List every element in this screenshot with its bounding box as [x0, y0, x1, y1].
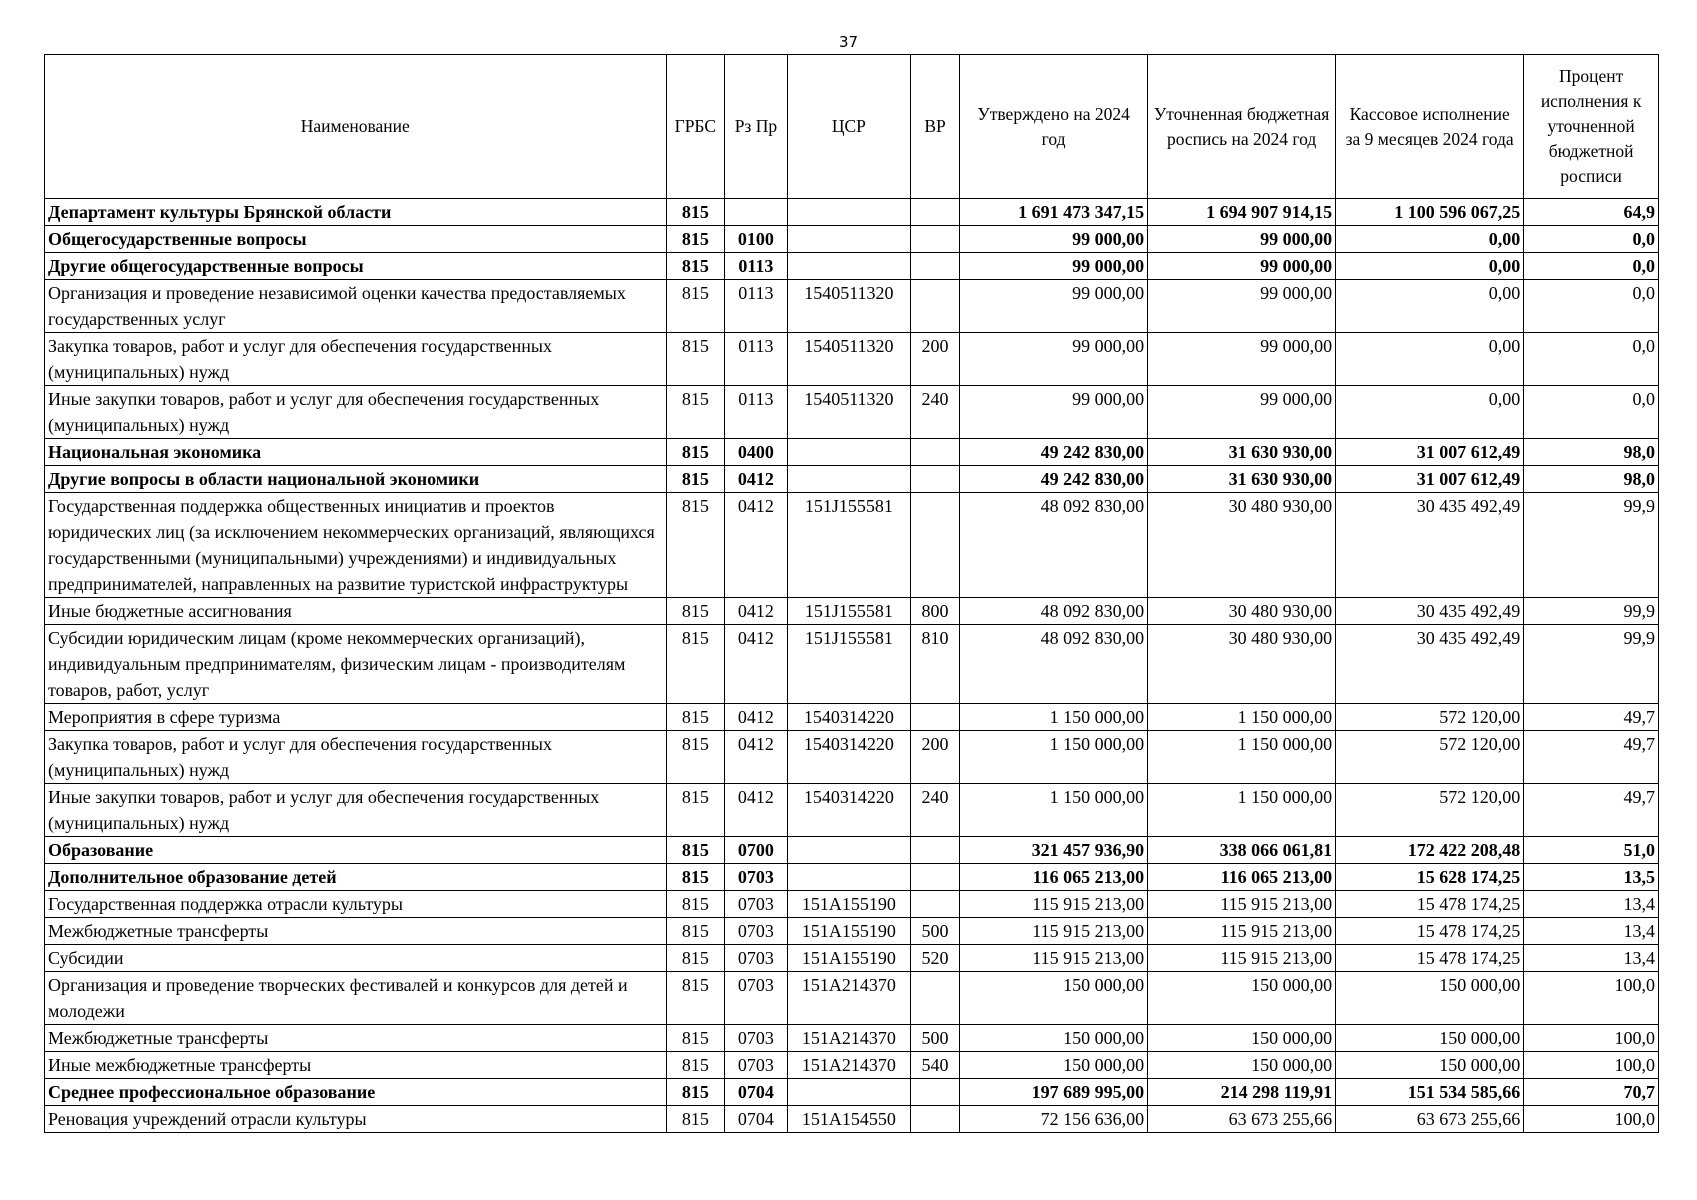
cell-name: Департамент культуры Брянской области — [45, 199, 667, 226]
cell-executed: 1 100 596 067,25 — [1336, 199, 1524, 226]
cell-approved: 150 000,00 — [960, 972, 1148, 1025]
cell-name: Другие вопросы в области национальной экономики — [45, 466, 667, 493]
cell-executed: 30 435 492,49 — [1336, 625, 1524, 704]
table-row — [45, 837, 1659, 864]
table-row — [45, 199, 1659, 226]
table-row — [45, 1052, 1659, 1079]
cell-rzpr: 0113 — [725, 333, 788, 386]
cell-rzpr: 0703 — [725, 918, 788, 945]
table-row — [45, 1106, 1659, 1133]
cell-refined: 1 150 000,00 — [1148, 784, 1336, 837]
cell-grbs: 815 — [666, 891, 725, 918]
cell-csr — [787, 439, 910, 466]
cell-vr: 240 — [911, 386, 960, 439]
cell-rzpr: 0412 — [725, 731, 788, 784]
cell-csr: 1540314220 — [787, 704, 910, 731]
cell-name: Реновация учреждений отрасли культуры — [45, 1106, 667, 1133]
header-approved: Утверждено на 2024 год — [960, 55, 1148, 199]
cell-grbs: 815 — [666, 493, 725, 598]
cell-grbs: 815 — [666, 439, 725, 466]
cell-name: Закупка товаров, работ и услуг для обеспечения государственных (муниципальных) нужд — [45, 333, 667, 386]
cell-rzpr: 0704 — [725, 1079, 788, 1106]
cell-refined: 31 630 930,00 — [1148, 439, 1336, 466]
cell-vr: 810 — [911, 625, 960, 704]
table-row — [45, 598, 1659, 625]
cell-rzpr: 0412 — [725, 466, 788, 493]
cell-refined: 99 000,00 — [1148, 280, 1336, 333]
budget-execution-table — [44, 54, 1659, 1133]
cell-percent: 98,0 — [1524, 439, 1659, 466]
cell-vr: 200 — [911, 731, 960, 784]
cell-refined: 30 480 930,00 — [1148, 625, 1336, 704]
cell-vr — [911, 864, 960, 891]
cell-vr — [911, 837, 960, 864]
cell-name: Национальная экономика — [45, 439, 667, 466]
cell-rzpr: 0704 — [725, 1106, 788, 1133]
cell-vr — [911, 704, 960, 731]
cell-executed: 30 435 492,49 — [1336, 493, 1524, 598]
cell-executed: 572 120,00 — [1336, 731, 1524, 784]
cell-csr: 151A154550 — [787, 1106, 910, 1133]
cell-executed: 15 478 174,25 — [1336, 891, 1524, 918]
cell-rzpr: 0400 — [725, 439, 788, 466]
cell-percent: 99,9 — [1524, 598, 1659, 625]
cell-rzpr: 0703 — [725, 891, 788, 918]
cell-vr: 200 — [911, 333, 960, 386]
cell-csr — [787, 466, 910, 493]
cell-grbs: 815 — [666, 199, 725, 226]
table-row — [45, 625, 1659, 704]
cell-approved: 115 915 213,00 — [960, 945, 1148, 972]
cell-grbs: 815 — [666, 704, 725, 731]
cell-csr — [787, 837, 910, 864]
cell-approved: 150 000,00 — [960, 1052, 1148, 1079]
cell-rzpr: 0703 — [725, 945, 788, 972]
header-grbs: ГРБС — [666, 55, 725, 199]
table-row — [45, 891, 1659, 918]
cell-executed: 572 120,00 — [1336, 704, 1524, 731]
cell-approved: 99 000,00 — [960, 226, 1148, 253]
cell-grbs: 815 — [666, 253, 725, 280]
cell-approved: 115 915 213,00 — [960, 918, 1148, 945]
cell-grbs: 815 — [666, 972, 725, 1025]
cell-executed: 31 007 612,49 — [1336, 439, 1524, 466]
table-row — [45, 386, 1659, 439]
cell-name: Субсидии юридическим лицам (кроме некоммерческих организаций), индивидуальным предпринимателям, физическим лицам - производителям товаров, работ, услуг — [45, 625, 667, 704]
cell-executed: 150 000,00 — [1336, 1052, 1524, 1079]
cell-percent: 100,0 — [1524, 972, 1659, 1025]
cell-vr — [911, 972, 960, 1025]
cell-percent: 100,0 — [1524, 1052, 1659, 1079]
cell-percent: 13,4 — [1524, 918, 1659, 945]
cell-percent: 13,4 — [1524, 891, 1659, 918]
cell-csr: 1540314220 — [787, 784, 910, 837]
cell-name: Среднее профессиональное образование — [45, 1079, 667, 1106]
cell-refined: 150 000,00 — [1148, 972, 1336, 1025]
cell-percent: 0,0 — [1524, 386, 1659, 439]
cell-name: Субсидии — [45, 945, 667, 972]
cell-approved: 116 065 213,00 — [960, 864, 1148, 891]
cell-refined: 150 000,00 — [1148, 1052, 1336, 1079]
cell-executed: 63 673 255,66 — [1336, 1106, 1524, 1133]
cell-approved: 115 915 213,00 — [960, 891, 1148, 918]
cell-executed: 172 422 208,48 — [1336, 837, 1524, 864]
cell-rzpr — [725, 199, 788, 226]
cell-rzpr: 0113 — [725, 280, 788, 333]
cell-refined: 116 065 213,00 — [1148, 864, 1336, 891]
cell-executed: 15 628 174,25 — [1336, 864, 1524, 891]
cell-grbs: 815 — [666, 466, 725, 493]
cell-approved: 99 000,00 — [960, 386, 1148, 439]
cell-name: Организация и проведение творческих фестивалей и конкурсов для детей и молодежи — [45, 972, 667, 1025]
cell-refined: 31 630 930,00 — [1148, 466, 1336, 493]
table-body — [45, 199, 1659, 1133]
cell-rzpr: 0412 — [725, 493, 788, 598]
cell-rzpr: 0113 — [725, 253, 788, 280]
cell-vr — [911, 1106, 960, 1133]
cell-vr: 800 — [911, 598, 960, 625]
cell-grbs: 815 — [666, 226, 725, 253]
cell-grbs: 815 — [666, 625, 725, 704]
cell-percent: 0,0 — [1524, 280, 1659, 333]
cell-approved: 72 156 636,00 — [960, 1106, 1148, 1133]
cell-rzpr: 0412 — [725, 598, 788, 625]
cell-csr: 151A214370 — [787, 1052, 910, 1079]
cell-refined: 30 480 930,00 — [1148, 493, 1336, 598]
table-row — [45, 226, 1659, 253]
cell-percent: 99,9 — [1524, 625, 1659, 704]
page-number: 37 — [838, 33, 859, 51]
cell-name: Закупка товаров, работ и услуг для обеспечения государственных (муниципальных) нужд — [45, 731, 667, 784]
table-row — [45, 1025, 1659, 1052]
cell-csr — [787, 253, 910, 280]
cell-approved: 48 092 830,00 — [960, 598, 1148, 625]
cell-name: Организация и проведение независимой оценки качества предоставляемых государственных услуг — [45, 280, 667, 333]
cell-percent: 70,7 — [1524, 1079, 1659, 1106]
table-row — [45, 466, 1659, 493]
cell-approved: 99 000,00 — [960, 333, 1148, 386]
cell-refined: 1 150 000,00 — [1148, 731, 1336, 784]
cell-name: Государственная поддержка общественных инициатив и проектов юридических лиц (за исключением некоммерческих организаций, являющихся государственными (муниципальными) учреждениями) и индивидуальных предпринимателей, направленных на развитие туристской инфраструктуры — [45, 493, 667, 598]
table-row — [45, 280, 1659, 333]
cell-name: Дополнительное образование детей — [45, 864, 667, 891]
cell-percent: 49,7 — [1524, 704, 1659, 731]
cell-executed: 150 000,00 — [1336, 1025, 1524, 1052]
cell-name: Межбюджетные трансферты — [45, 918, 667, 945]
cell-rzpr: 0703 — [725, 1025, 788, 1052]
cell-vr — [911, 493, 960, 598]
cell-name: Иные бюджетные ассигнования — [45, 598, 667, 625]
cell-grbs: 815 — [666, 1052, 725, 1079]
cell-approved: 1 150 000,00 — [960, 704, 1148, 731]
cell-grbs: 815 — [666, 598, 725, 625]
cell-refined: 63 673 255,66 — [1148, 1106, 1336, 1133]
cell-refined: 99 000,00 — [1148, 386, 1336, 439]
cell-percent: 51,0 — [1524, 837, 1659, 864]
cell-name: Общегосударственные вопросы — [45, 226, 667, 253]
cell-refined: 1 694 907 914,15 — [1148, 199, 1336, 226]
table-row — [45, 731, 1659, 784]
cell-rzpr: 0703 — [725, 864, 788, 891]
cell-rzpr: 0703 — [725, 972, 788, 1025]
header-refined: Уточненная бюджетная роспись на 2024 год — [1148, 55, 1336, 199]
cell-executed: 572 120,00 — [1336, 784, 1524, 837]
cell-csr — [787, 199, 910, 226]
table-row — [45, 1079, 1659, 1106]
table-row — [45, 784, 1659, 837]
table-row — [45, 493, 1659, 598]
cell-csr: 151J155581 — [787, 493, 910, 598]
cell-percent: 98,0 — [1524, 466, 1659, 493]
cell-csr: 151A155190 — [787, 891, 910, 918]
cell-percent: 13,5 — [1524, 864, 1659, 891]
cell-vr — [911, 253, 960, 280]
cell-rzpr: 0412 — [725, 625, 788, 704]
cell-rzpr: 0703 — [725, 1052, 788, 1079]
cell-name: Межбюджетные трансферты — [45, 1025, 667, 1052]
cell-executed: 151 534 585,66 — [1336, 1079, 1524, 1106]
cell-csr: 1540511320 — [787, 386, 910, 439]
cell-csr: 151J155581 — [787, 598, 910, 625]
cell-vr — [911, 891, 960, 918]
cell-refined: 115 915 213,00 — [1148, 891, 1336, 918]
cell-grbs: 815 — [666, 918, 725, 945]
cell-name: Иные закупки товаров, работ и услуг для обеспечения государственных (муниципальных) нужд — [45, 386, 667, 439]
cell-refined: 115 915 213,00 — [1148, 918, 1336, 945]
cell-grbs: 815 — [666, 1079, 725, 1106]
cell-refined: 30 480 930,00 — [1148, 598, 1336, 625]
cell-vr — [911, 439, 960, 466]
cell-approved: 49 242 830,00 — [960, 466, 1148, 493]
header-vr: ВР — [911, 55, 960, 199]
table-row — [45, 972, 1659, 1025]
cell-percent: 0,0 — [1524, 226, 1659, 253]
table-header-row — [45, 55, 1659, 199]
cell-approved: 150 000,00 — [960, 1025, 1148, 1052]
cell-approved: 321 457 936,90 — [960, 837, 1148, 864]
cell-vr — [911, 226, 960, 253]
cell-csr: 151A155190 — [787, 945, 910, 972]
cell-percent: 0,0 — [1524, 333, 1659, 386]
cell-csr — [787, 864, 910, 891]
cell-executed: 15 478 174,25 — [1336, 945, 1524, 972]
cell-percent: 0,0 — [1524, 253, 1659, 280]
header-name: Наименование — [45, 55, 667, 199]
header-percent: Процент исполнения к уточненной бюджетной росписи — [1524, 55, 1659, 199]
cell-name: Иные закупки товаров, работ и услуг для обеспечения государственных (муниципальных) нужд — [45, 784, 667, 837]
cell-executed: 30 435 492,49 — [1336, 598, 1524, 625]
table-row — [45, 864, 1659, 891]
cell-vr: 540 — [911, 1052, 960, 1079]
cell-csr: 151A155190 — [787, 918, 910, 945]
cell-executed: 31 007 612,49 — [1336, 466, 1524, 493]
table-row — [45, 333, 1659, 386]
header-executed: Кассовое исполнение за 9 месяцев 2024 года — [1336, 55, 1524, 199]
cell-csr: 1540314220 — [787, 731, 910, 784]
cell-approved: 49 242 830,00 — [960, 439, 1148, 466]
cell-percent: 64,9 — [1524, 199, 1659, 226]
cell-vr — [911, 280, 960, 333]
cell-approved: 1 150 000,00 — [960, 731, 1148, 784]
cell-refined: 99 000,00 — [1148, 333, 1336, 386]
cell-grbs: 815 — [666, 280, 725, 333]
cell-refined: 214 298 119,91 — [1148, 1079, 1336, 1106]
cell-approved: 99 000,00 — [960, 253, 1148, 280]
cell-name: Другие общегосударственные вопросы — [45, 253, 667, 280]
cell-approved: 48 092 830,00 — [960, 493, 1148, 598]
table-row — [45, 918, 1659, 945]
cell-csr: 151J155581 — [787, 625, 910, 704]
cell-grbs: 815 — [666, 1025, 725, 1052]
header-csr: ЦСР — [787, 55, 910, 199]
cell-percent: 99,9 — [1524, 493, 1659, 598]
cell-vr: 240 — [911, 784, 960, 837]
cell-grbs: 815 — [666, 784, 725, 837]
cell-refined: 99 000,00 — [1148, 253, 1336, 280]
cell-refined: 99 000,00 — [1148, 226, 1336, 253]
cell-name: Государственная поддержка отрасли культуры — [45, 891, 667, 918]
cell-grbs: 815 — [666, 333, 725, 386]
cell-executed: 0,00 — [1336, 226, 1524, 253]
cell-csr — [787, 226, 910, 253]
cell-rzpr: 0412 — [725, 784, 788, 837]
cell-csr: 1540511320 — [787, 280, 910, 333]
cell-grbs: 815 — [666, 386, 725, 439]
cell-vr: 500 — [911, 1025, 960, 1052]
cell-grbs: 815 — [666, 864, 725, 891]
cell-approved: 1 691 473 347,15 — [960, 199, 1148, 226]
cell-grbs: 815 — [666, 945, 725, 972]
table-row — [45, 439, 1659, 466]
cell-vr: 520 — [911, 945, 960, 972]
cell-executed: 0,00 — [1336, 253, 1524, 280]
cell-vr — [911, 199, 960, 226]
cell-refined: 1 150 000,00 — [1148, 704, 1336, 731]
cell-vr: 500 — [911, 918, 960, 945]
cell-csr: 151A214370 — [787, 1025, 910, 1052]
header-rzpr: Рз Пр — [725, 55, 788, 199]
cell-approved: 197 689 995,00 — [960, 1079, 1148, 1106]
cell-rzpr: 0100 — [725, 226, 788, 253]
cell-name: Образование — [45, 837, 667, 864]
cell-vr — [911, 1079, 960, 1106]
cell-grbs: 815 — [666, 731, 725, 784]
cell-executed: 150 000,00 — [1336, 972, 1524, 1025]
cell-grbs: 815 — [666, 1106, 725, 1133]
cell-refined: 115 915 213,00 — [1148, 945, 1336, 972]
cell-approved: 1 150 000,00 — [960, 784, 1148, 837]
cell-approved: 99 000,00 — [960, 280, 1148, 333]
cell-csr: 1540511320 — [787, 333, 910, 386]
cell-percent: 49,7 — [1524, 731, 1659, 784]
cell-csr — [787, 1079, 910, 1106]
table-row — [45, 945, 1659, 972]
cell-executed: 0,00 — [1336, 386, 1524, 439]
table-row — [45, 704, 1659, 731]
cell-executed: 0,00 — [1336, 333, 1524, 386]
cell-executed: 15 478 174,25 — [1336, 918, 1524, 945]
cell-percent: 100,0 — [1524, 1106, 1659, 1133]
cell-vr — [911, 466, 960, 493]
table-row — [45, 253, 1659, 280]
cell-rzpr: 0113 — [725, 386, 788, 439]
cell-refined: 150 000,00 — [1148, 1025, 1336, 1052]
cell-percent: 13,4 — [1524, 945, 1659, 972]
cell-name: Иные межбюджетные трансферты — [45, 1052, 667, 1079]
cell-percent: 100,0 — [1524, 1025, 1659, 1052]
cell-rzpr: 0412 — [725, 704, 788, 731]
cell-name: Мероприятия в сфере туризма — [45, 704, 667, 731]
cell-percent: 49,7 — [1524, 784, 1659, 837]
cell-executed: 0,00 — [1336, 280, 1524, 333]
cell-approved: 48 092 830,00 — [960, 625, 1148, 704]
cell-grbs: 815 — [666, 837, 725, 864]
cell-refined: 338 066 061,81 — [1148, 837, 1336, 864]
cell-csr: 151A214370 — [787, 972, 910, 1025]
cell-rzpr: 0700 — [725, 837, 788, 864]
